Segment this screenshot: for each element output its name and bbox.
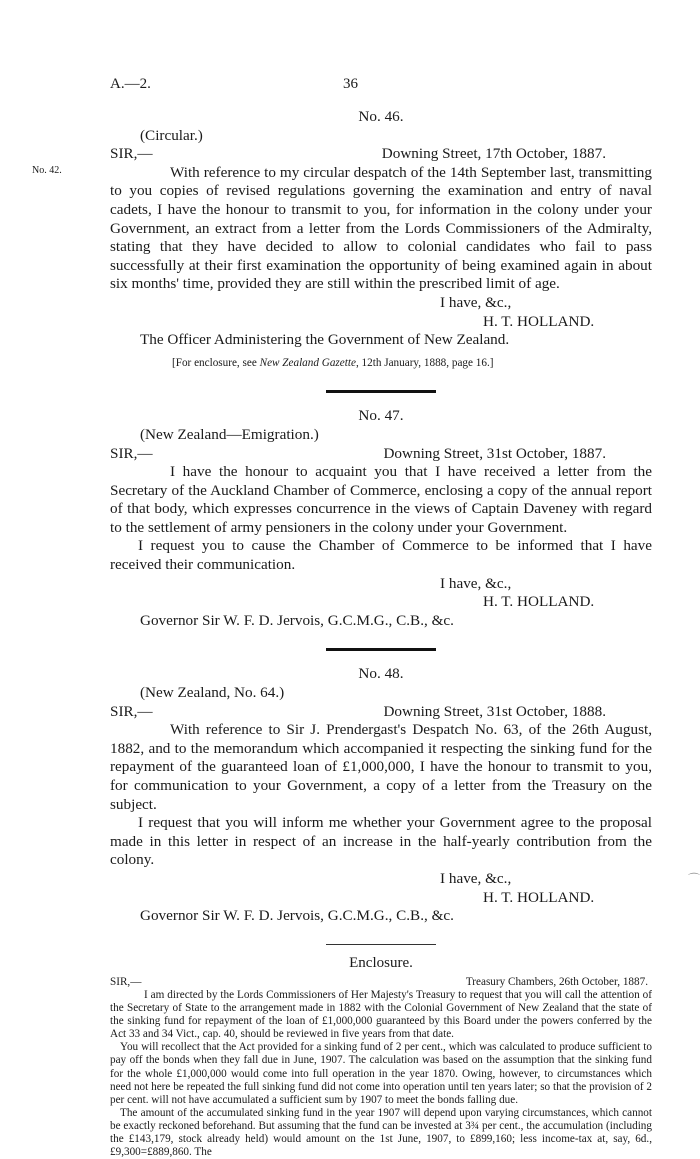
enclosure: [110, 954, 652, 1159]
place-date: Downing Street, 17th October, 1887.: [381, 145, 606, 163]
page-number: 36: [343, 76, 358, 92]
enclosure-title: Enclosure.: [349, 954, 413, 971]
salutation: SIR,—: [110, 702, 153, 720]
salutation-row: [110, 145, 652, 164]
salutation-row: [110, 445, 652, 464]
closing: I have, &c.,: [440, 869, 512, 887]
letter-paragraph: With reference to Sir J. Prendergast's Despatch No. 63, of the 26th August, 1882, and to the memorandum which accompanied it respecting the sinking fund for the repayment of the guaranteed loan of £1,000,000, I have the honour to transmit to you, for communication to your Government, a copy of a letter from the Treasury on the subject.: [110, 721, 652, 813]
signature: H. T. HOLLAND.: [483, 593, 595, 611]
note-italic: New Zealand Gazette: [259, 356, 356, 369]
letter-46: [110, 108, 652, 1159]
letter-number: No. 47.: [358, 407, 404, 425]
header-reference: A.—2.: [110, 76, 151, 92]
letter-heading: (New Zealand—Emigration.): [140, 425, 319, 443]
signature: H. T. HOLLAND.: [483, 888, 595, 906]
section-divider: [326, 648, 436, 651]
closing: I have, &c.,: [440, 293, 512, 311]
note-prefix: [For enclosure, see: [172, 356, 260, 369]
enclosure-paragraph: The amount of the accumulated sinking fund in the year 1907 will depend upon varying circumstances, which cannot be exactly reckoned beforehand. But assuming that the fund can be invested at 3¾ per cent., the accumulation (including the £143,179, stock already held) would amount on the 1st June, 1907, to £899,160; less income-tax at, say, 6d., £9,300=£889,860. The: [110, 1106, 652, 1159]
letter-heading: (New Zealand, No. 64.): [140, 684, 285, 702]
enclosure-paragraph: I am directed by the Lords Commissioners of Her Majesty's Treasury to request that you will call the attention of the Secretary of State to the arrangement made in 1882 with the Colonial Government of New Zealand that the state of the sinking fund for repayment of the loan of £1,000,000 guaranteed by this Board under the powers conferred by the Act 33 and 34 Vict., cap. 40, should be reviewed in five years from that date.: [110, 988, 652, 1041]
edge-mark: ⌒: [688, 872, 700, 886]
signature: H. T. HOLLAND.: [483, 312, 595, 330]
enclosure-paragraph: You will recollect that the Act provided for a sinking fund of 2 per cent., which was calculated to produce sufficient to pay off the bonds when they fall due in June, 1907. The calculation was based on the assumption that the sinking fund for the whole £1,000,000 would come into full operation in the year 1870. Owing, however, to circumstances which need not here be repeated the full sinking fund did not come into operation until ten years later; so that the provision of 2 per cent. will not have accumulated a sufficient sum by 1907 to meet the bonds falling due.: [110, 1041, 652, 1106]
letter-paragraph: With reference to my circular despatch of the 14th September last, transmitting to you copies of revised regulations governing the examination and entry of naval cadets, I have the honour to transmit to you, for information in the colony under your Government, an extract from a letter from the Lords Commissioners of the Admiralty, stating that they have decided to allow to colonial candidates who fail to pass successfully at their first examination the opportunity of being examined again in about six months' time, provided they are still within the prescribed limit of age.: [110, 163, 652, 293]
salutation-row: [110, 976, 652, 989]
letter-heading: (Circular.): [140, 126, 203, 144]
salutation-row: [110, 703, 652, 722]
letter-paragraph: I request you to cause the Chamber of Commerce to be informed that I have received their communication.: [110, 537, 652, 574]
closing: I have, &c.,: [440, 574, 512, 592]
place-date: Downing Street, 31st October, 1888.: [383, 702, 606, 720]
addressee: Governor Sir W. F. D. Jervois, G.C.M.G., C.B., &c.: [140, 907, 454, 925]
margin-note: No. 42.: [32, 165, 62, 176]
section-divider: [326, 390, 436, 393]
salutation: SIR,—: [110, 444, 153, 462]
letter-47: [110, 407, 652, 651]
note-suffix: , 12th January, 1888, page 16.]: [355, 356, 494, 369]
addressee: The Officer Administering the Government of New Zealand.: [140, 331, 510, 349]
salutation: SIR,—: [110, 975, 142, 988]
enclosure-note: [110, 354, 652, 373]
letter-number: No. 46.: [358, 108, 404, 125]
letter-number: No. 48.: [358, 665, 404, 683]
place-date: Treasury Chambers, 26th October, 1887.: [465, 975, 648, 988]
letter-48: [110, 665, 652, 944]
section-divider: [326, 944, 436, 945]
place-date: Downing Street, 31st October, 1887.: [383, 444, 606, 462]
salutation: SIR,—: [110, 145, 153, 163]
letter-paragraph: I have the honour to acquaint you that I have received a letter from the Secretary of the Auckland Chamber of Commerce, enclosing a copy of the annual report of that body, which expresses concurrence in the views of Captain Daveney with regard to the settlement of army pensioners in the colony under your Government.: [110, 463, 652, 536]
letter-paragraph: I request that you will inform me whether your Government agree to the proposal made in this letter in respect of an increase in the half-yearly contribution from the colony.: [110, 814, 652, 869]
addressee: Governor Sir W. F. D. Jervois, G.C.M.G., C.B., &c.: [140, 611, 454, 629]
